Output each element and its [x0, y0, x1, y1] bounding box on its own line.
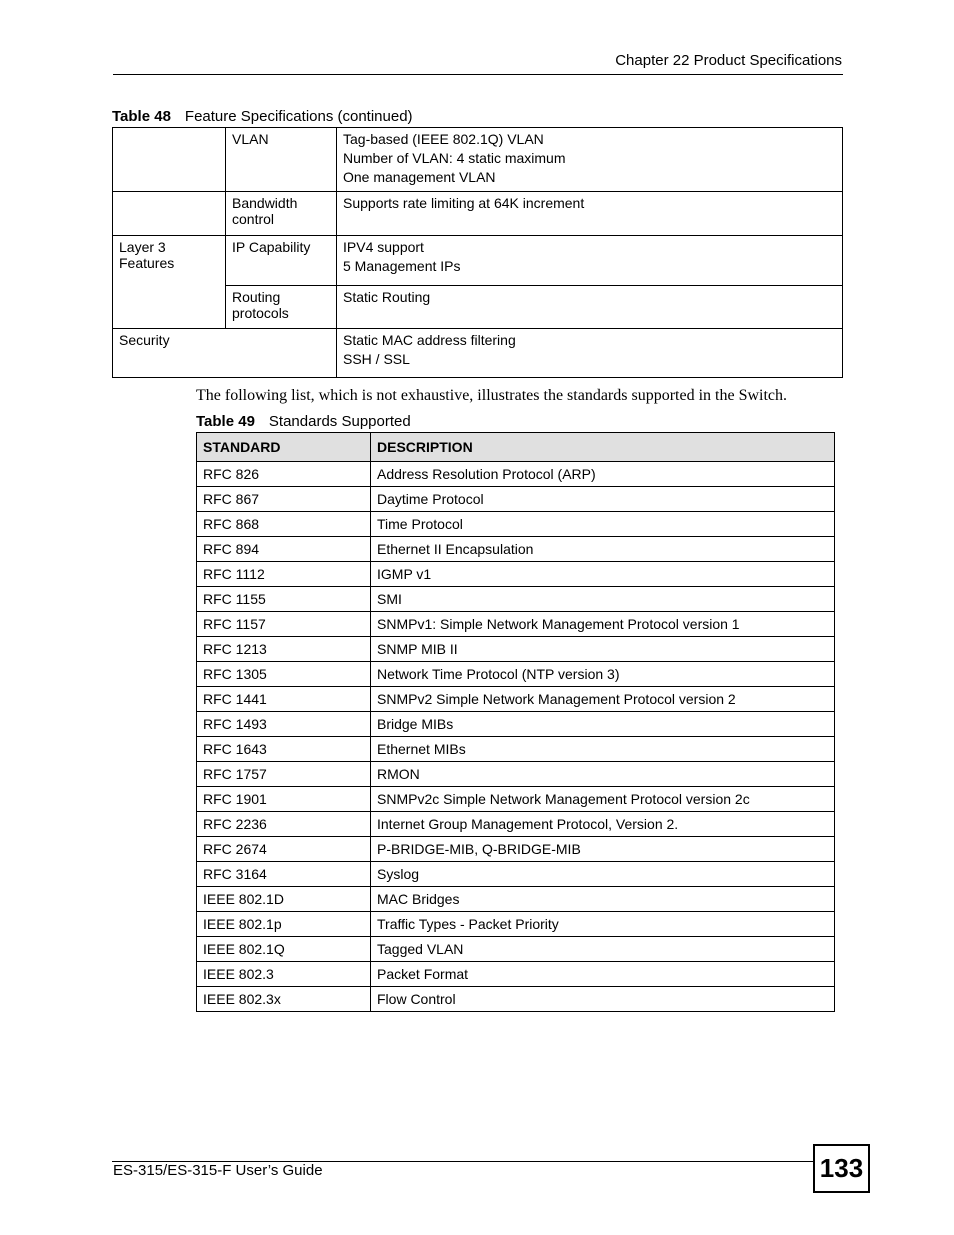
- intro-paragraph: The following list, which is not exhaustive, illustrates the standards supported in the Switch.: [196, 387, 788, 404]
- description-cell: Syslog: [371, 862, 835, 887]
- description-cell: Tagged VLAN: [371, 937, 835, 962]
- table-row: [197, 812, 835, 837]
- standard-cell: RFC 1112: [197, 562, 371, 587]
- description-cell: SNMPv2 Simple Network Management Protocol version 2: [371, 687, 835, 712]
- table-cell: [337, 329, 843, 378]
- description-cell: MAC Bridges: [371, 887, 835, 912]
- standard-cell: RFC 1757: [197, 762, 371, 787]
- table49-caption: [196, 413, 411, 430]
- table-row: [197, 537, 835, 562]
- table-row: [197, 712, 835, 737]
- table-row: [113, 192, 843, 236]
- feature-specifications-table: [112, 127, 843, 378]
- detail-line: Tag-based (IEEE 802.1Q) VLAN: [343, 131, 544, 147]
- detail-line: Static Routing: [343, 289, 431, 305]
- detail-line: One management VLAN: [343, 169, 496, 185]
- description-cell: Ethernet MIBs: [371, 737, 835, 762]
- description-cell: Ethernet II Encapsulation: [371, 537, 835, 562]
- standard-cell: RFC 1441: [197, 687, 371, 712]
- table-row: [197, 662, 835, 687]
- description-cell: RMON: [371, 762, 835, 787]
- table-row: [197, 562, 835, 587]
- description-cell: SMI: [371, 587, 835, 612]
- description-cell: Time Protocol: [371, 512, 835, 537]
- standard-cell: RFC 894: [197, 537, 371, 562]
- standard-cell: RFC 2674: [197, 837, 371, 862]
- standards-table-body: [197, 462, 835, 1012]
- table-row: [197, 612, 835, 637]
- table48-caption-label: Table 48: [112, 108, 171, 125]
- table-cell: Security: [113, 329, 337, 378]
- standard-cell: RFC 2236: [197, 812, 371, 837]
- table49-caption-title: Standards Supported: [268, 413, 411, 430]
- detail-line: Number of VLAN: 4 static maximum: [343, 150, 566, 166]
- standard-cell: RFC 867: [197, 487, 371, 512]
- table-row: [197, 512, 835, 537]
- standard-cell: IEEE 802.3: [197, 962, 371, 987]
- table-row: [197, 912, 835, 937]
- table-cell: [337, 192, 843, 236]
- table-cell: VLAN: [226, 128, 337, 192]
- page-number: 133: [813, 1144, 870, 1193]
- detail-line: SSH / SSL: [343, 351, 410, 367]
- standard-cell: RFC 1643: [197, 737, 371, 762]
- standard-cell: RFC 3164: [197, 862, 371, 887]
- table-cell: IP Capability: [226, 236, 337, 286]
- standard-cell: RFC 868: [197, 512, 371, 537]
- description-cell: Bridge MIBs: [371, 712, 835, 737]
- description-cell: SNMPv2c Simple Network Management Protocol version 2c: [371, 787, 835, 812]
- description-cell: P-BRIDGE-MIB, Q-BRIDGE-MIB: [371, 837, 835, 862]
- description-cell: Daytime Protocol: [371, 487, 835, 512]
- description-cell: Network Time Protocol (NTP version 3): [371, 662, 835, 687]
- description-cell: Internet Group Management Protocol, Version 2.: [371, 812, 835, 837]
- table-cell: [337, 128, 843, 192]
- table-row: [197, 462, 835, 487]
- table-row: [197, 937, 835, 962]
- table-row: [197, 887, 835, 912]
- chapter-header: Chapter 22 Product Specifications: [615, 52, 842, 69]
- table-cell: Routing protocols: [226, 286, 337, 329]
- table-row: [113, 329, 843, 378]
- standard-cell: IEEE 802.1p: [197, 912, 371, 937]
- description-cell: IGMP v1: [371, 562, 835, 587]
- detail-line: IPV4 support: [343, 239, 424, 255]
- standard-cell: RFC 1493: [197, 712, 371, 737]
- table-row: [113, 236, 843, 286]
- table-row: [113, 128, 843, 192]
- description-cell: Flow Control: [371, 987, 835, 1012]
- table-row: [197, 987, 835, 1012]
- detail-line: Supports rate limiting at 64K increment: [343, 195, 585, 211]
- description-cell: SNMP MIB II: [371, 637, 835, 662]
- table-row: [197, 762, 835, 787]
- table-row: [197, 787, 835, 812]
- description-cell: Traffic Types - Packet Priority: [371, 912, 835, 937]
- table48-caption: [112, 108, 413, 125]
- table-cell: Layer 3 Features: [113, 236, 226, 329]
- standards-supported-table: [196, 432, 835, 1012]
- description-cell: Packet Format: [371, 962, 835, 987]
- table-row: [197, 587, 835, 612]
- header-divider: [113, 74, 843, 75]
- standard-cell: RFC 826: [197, 462, 371, 487]
- standard-cell: IEEE 802.1Q: [197, 937, 371, 962]
- table-row: [197, 687, 835, 712]
- table-cell: [337, 286, 843, 329]
- table-header-row: [197, 433, 835, 462]
- description-cell: SNMPv1: Simple Network Management Protocol version 1: [371, 612, 835, 637]
- standard-cell: IEEE 802.3x: [197, 987, 371, 1012]
- table48-caption-title: Feature Specifications (continued): [184, 108, 413, 125]
- table-row: [197, 837, 835, 862]
- detail-line: Static MAC address filtering: [343, 332, 516, 348]
- table-row: [197, 487, 835, 512]
- table-row: [197, 862, 835, 887]
- detail-line: 5 Management IPs: [343, 258, 461, 274]
- guide-title: ES-315/ES-315-F User’s Guide: [113, 1162, 323, 1179]
- column-header-description: DESCRIPTION: [371, 433, 835, 462]
- standard-cell: RFC 1305: [197, 662, 371, 687]
- standard-cell: RFC 1213: [197, 637, 371, 662]
- table-cell: Bandwidth control: [226, 192, 337, 236]
- column-header-standard: STANDARD: [197, 433, 371, 462]
- standard-cell: IEEE 802.1D: [197, 887, 371, 912]
- table-row: [197, 737, 835, 762]
- standard-cell: RFC 1157: [197, 612, 371, 637]
- table-cell: [113, 128, 226, 192]
- table-row: [197, 962, 835, 987]
- standard-cell: RFC 1155: [197, 587, 371, 612]
- table-row: [197, 637, 835, 662]
- description-cell: Address Resolution Protocol (ARP): [371, 462, 835, 487]
- table49-caption-label: Table 49: [196, 413, 255, 430]
- table-cell: [113, 192, 226, 236]
- table-cell: [337, 236, 843, 286]
- standard-cell: RFC 1901: [197, 787, 371, 812]
